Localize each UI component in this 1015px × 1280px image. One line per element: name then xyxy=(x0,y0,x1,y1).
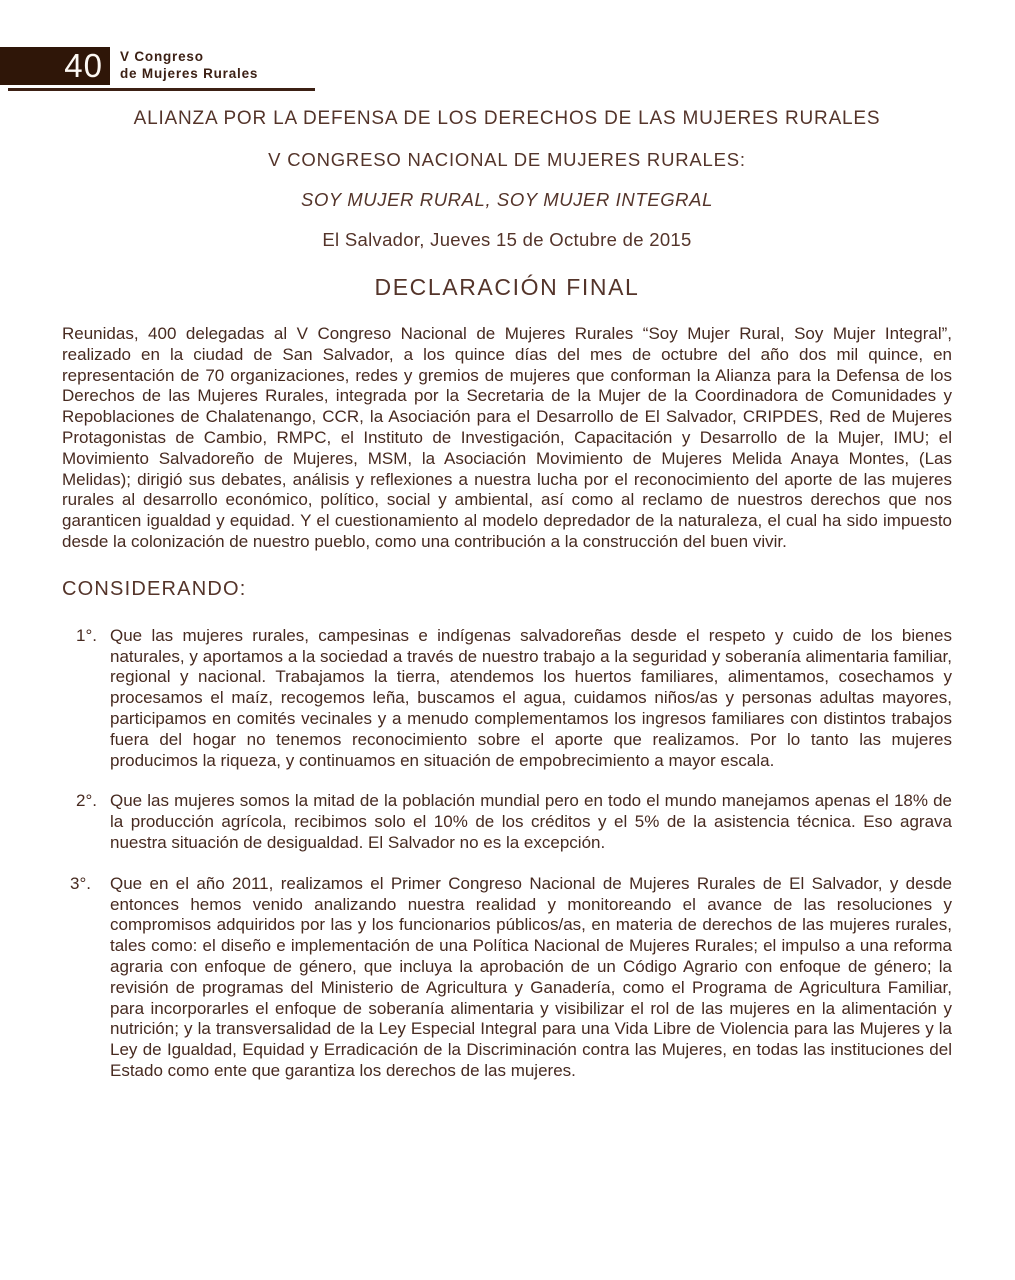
congress-logo-line2: de Mujeres Rurales xyxy=(120,65,259,81)
list-item-3 xyxy=(62,874,952,1082)
item-number-3: 3°. xyxy=(70,873,91,893)
item-number-1: 1°. xyxy=(76,625,97,645)
congress-logo-line1: V Congreso xyxy=(120,49,204,64)
considerando-list xyxy=(62,626,952,1082)
page-number: 40 xyxy=(0,47,110,85)
declaration-heading: DECLARACIÓN FINAL xyxy=(374,274,640,300)
item-text-3: Que en el año 2011, realizamos el Primer Congreso Nacional de Mujeres Rurales de El Salvador, y desde entonces hemos venido analizando nuestra realidad y monitoreando el avance de las resoluciones y compromisos adquiridos por las y los funcionarios públicos/as, en materia de derechos de las mujeres rurales, tales como: el diseño e implementación de una Política Nacional de Mujeres Rurales; el impulso a una reforma agraria con enfoque de género, que incluya la aprobación de un Código Agrario con enfoque de género; la revisión de programas del Ministerio de Agricultura y Ganadería, como el Programa de Agricultura Familiar, para incorporarles el enfoque de soberanía alimentaria y visibilizar el rol de las mujeres en la alimentación y nutrición; y la transversalidad de la Ley Especial Integral para una Vida Libre de Violencia para las Mujeres y la Ley de Igualdad, Equidad y Erradicación de la Discriminación contra las Mujeres, en todas las instituciones del Estado como ente que garantiza los derechos de las mujeres. xyxy=(110,873,952,1080)
list-item-2 xyxy=(62,791,952,853)
header-rule xyxy=(8,88,315,91)
item-text-1: Que las mujeres rurales, campesinas e indígenas salvadoreñas desde el respeto y cuido de los bienes naturales, y aportamos a la sociedad a través de nuestro trabajo a la seguridad y soberanía alimentaria familiar, regional y nacional. Trabajamos la tierra, atendemos los huertos familiares, alimentamos, cosechamos y procesamos el maíz, recogemos leña, buscamos el agua, cuidamos niños/as y personas adultas mayores, participamos en comités vecinales y a menudo complementamos los ingresos familiares con distintos trabajos fuera del hogar no tenemos reconocimiento sobre el aporte que realizamos. Por lo tanto las mujeres producimos la riqueza, y continuamos en situación de empobrecimiento a mayor escala. xyxy=(110,625,952,770)
list-item-1 xyxy=(62,626,952,772)
congress-logo xyxy=(110,47,258,85)
page-header xyxy=(0,47,1015,91)
intro-paragraph: Reunidas, 400 delegadas al V Congreso Nacional de Mujeres Rurales “Soy Mujer Rural, Soy Mujer Integral”, realizado en la ciudad de San Salvador, a los quince días del mes de octubre del año dos mil quince, en representación de 70 organizaciones, redes y gremios de mujeres que conforman la Alianza para la Defensa de los Derechos de las Mujeres Rurales, integrada por la Secretaria de la Mujer de la Coordinadora de Comunidades y Repoblaciones de Chalatenango, CCR, la Asociación para el Desarrollo de El Salvador, CRIPDES, Red de Mujeres Protagonistas de Cambio, RMPC, el Instituto de Investigación, Capacitación y Desarrollo de la Mujer, IMU; el Movimiento Salvadoreño de Mujeres, MSM, la Asociación Movimiento de Mujeres Melida Anaya Montes, (Las Melidas); dirigió sus debates, análisis y reflexiones a nuestra lucha por el reconocimiento del aporte de las mujeres rurales al desarrollo económico, político, social y ambiental, así como al reclamo de nuestros derechos que nos garanticen igualdad y equidad. Y el cuestionamiento al modelo depredador de la naturaleza, el cual ha sido impuesto desde la colonización de nuestro pueblo, como una contribución a la construcción del buen vivir. xyxy=(62,324,952,551)
congress-slogan: SOY MUJER RURAL, SOY MUJER INTEGRAL xyxy=(301,189,713,210)
document-content xyxy=(62,100,952,1102)
considerando-heading: CONSIDERANDO: xyxy=(62,577,247,600)
brand-row xyxy=(0,47,1015,85)
congress-title: V CONGRESO NACIONAL DE MUJERES RURALES: xyxy=(268,149,746,170)
item-number-2: 2°. xyxy=(76,791,97,811)
alliance-title: ALIANZA POR LA DEFENSA DE LOS DERECHOS DE LAS MUJERES RURALES xyxy=(133,108,881,129)
item-text-2: Que las mujeres somos la mitad de la población mundial pero en todo el mundo manejamos apenas el 18% de la producción agrícola, recibimos solo el 10% de los créditos y el 5% de la asistencia técnica. Eso agrava nuestra situación de desigualdad. El Salvador no es la excepción. xyxy=(110,791,952,852)
date-line: El Salvador, Jueves 15 de Octubre de 2015 xyxy=(322,229,692,250)
